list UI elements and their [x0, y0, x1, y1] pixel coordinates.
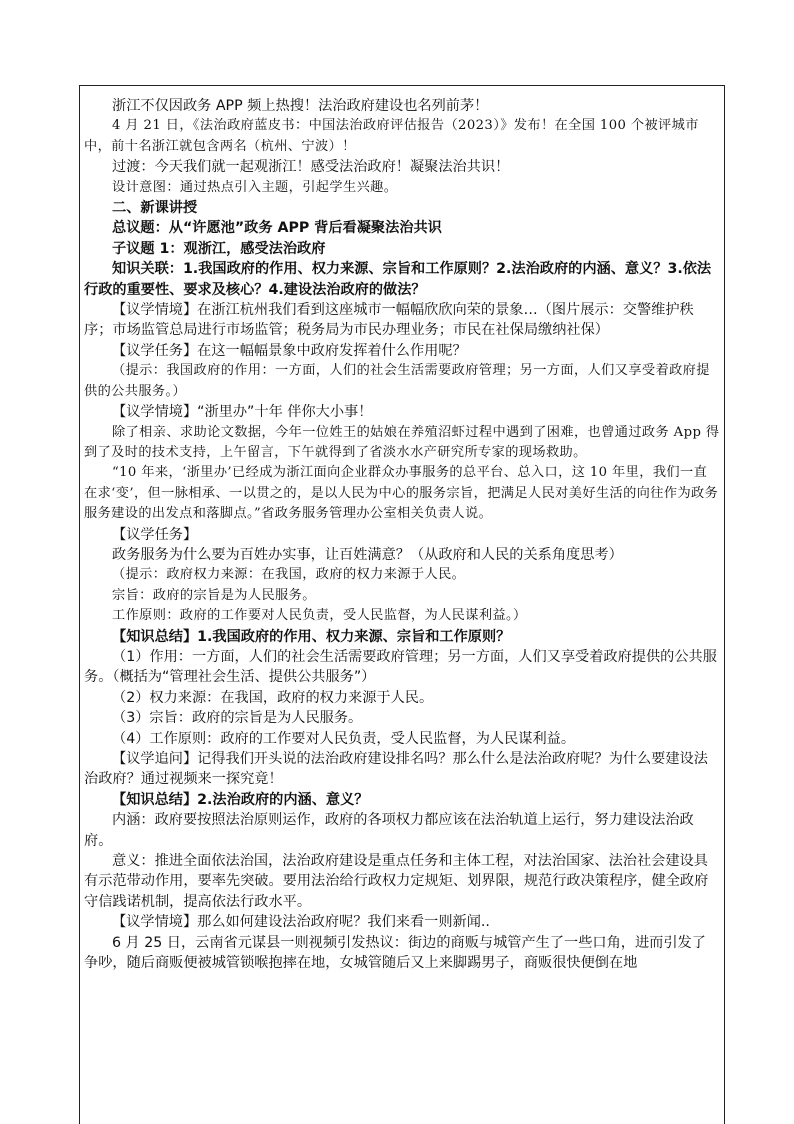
- follow-up-question: 【议学追问】记得我们开头说的法治政府建设排名吗？那么什么是法治政府呢？为什么要建设法治政府？通过视频来一探究竟！: [84, 751, 708, 788]
- task-heading: 【议学任务】: [112, 526, 198, 543]
- knowledge-links: 知识关联：1.我国政府的作用、权力来源、宗旨和工作原则？2.法治政府的内涵、意义？3.依法行政的重要性、要求及核心？4.建设法治政府的做法？: [84, 261, 712, 298]
- summary-principle: （4）工作原则：政府的工作要对人民负责，受人民监督，为人民谋利益。: [112, 730, 576, 747]
- hint-principle: 工作原则：政府的工作要对人民负责，受人民监督，为人民谋利益。）: [112, 608, 527, 624]
- quote-paragraph: “10 年来，‘浙里办’已经成为浙江面向企业群众办事服务的总平台、总入口，这 10 年里，我们一直在求‘变’，但一脉相承、一以贯之的，是以人民为中心的服务宗旨，把满足人民对美好生活的向往作为政务服务建设的出发点和落脚点。”省政务服务管理办公室相关负责人说。: [84, 465, 719, 522]
- scenario-hangzhou: 【议学情境】在浙江杭州我们看到这座城市一幅幅欣欣向荣的景象…（图片展示：交警维护秩序；市场监管总局进行市场监管；税务局为市民办理业务；市民在社保局缴纳社保）: [84, 302, 694, 339]
- summary-connotation: 内涵：政府要按照法治原则运作，政府的各项权力都应该在法治轨道上运行，努力建设法治政府。: [84, 812, 694, 849]
- task-government-role: 【议学任务】在这一幅幅景象中政府发挥着什么作用呢？: [112, 342, 467, 359]
- section-heading: 二、新课讲授: [112, 200, 198, 217]
- summary-role: （1）作用：一方面，人们的社会生活需要政府管理；另一方面，人们又享受着政府提供的公共服务。（概括为“管理社会生活、提供公共服务”）: [84, 648, 717, 686]
- hint-purpose: 宗旨：政府的宗旨是为人民服务。: [112, 587, 316, 603]
- summary-power-source: （2）权力来源：在我国，政府的权力来源于人民。: [112, 689, 434, 706]
- story-paragraph: 除了相亲、求助论文数据，今年一位姓王的姑娘在养殖沼虾过程中遇到了困难，也曾通过政务 App 得到了及时的技术支持，上午留言，下午就得到了省淡水水产研究所专家的现场救助。: [84, 424, 720, 460]
- sub-topic-1: 子议题 1：观浙江，感受法治政府: [112, 240, 326, 257]
- summary-purpose: （3）宗旨：政府的宗旨是为人民服务。: [112, 710, 363, 727]
- hint-government-role: （提示：我国政府的作用：一方面，人们的社会生活需要政府管理；另一方面，人们又享受着政府提供的公共服务。）: [84, 363, 710, 399]
- scenario-zheliban: 【议学情境】“浙里办”十年 伴你大小事！: [112, 404, 373, 421]
- design-intent: 设计意图：通过热点引入主题，引起学生兴趣。: [112, 179, 398, 195]
- hint-power-source: （提示：政府权力来源：在我国，政府的权力来源于人民。: [112, 567, 466, 583]
- lesson-content: [84, 94, 720, 973]
- scenario-news-intro: 【议学情境】那么如何建设法治政府呢？我们来看一则新闻..: [112, 914, 490, 931]
- transition-line: 过渡：今天我们就一起观浙江！感受法治政府！凝聚法治共识！: [112, 159, 510, 176]
- task-question: 政务服务为什么要为百姓办实事，让百姓满意？（从政府和人民的关系角度思考）: [112, 546, 623, 563]
- report-paragraph: 4 月 21 日，《法治政府蓝皮书：中国法治政府评估报告（2023）》发布！在全国 100 个被评城市中，前十名浙江就包含两名（杭州、宁波）！: [84, 118, 699, 154]
- news-paragraph: 6 月 25 日，云南省元谋县一则视频引发热议：街边的商贩与城管产生了一些口角，进而引发了争吵，随后商贩便被城管锁喉抱摔在地，女城管随后又上来脚踢男子，商贩很快便倒在地: [84, 934, 706, 972]
- main-topic: 总议题：从“许愿池”政务 APP 背后看凝聚法治共识: [112, 220, 442, 237]
- summary-1-heading: 【知识总结】1.我国政府的作用、权力来源、宗旨和工作原则？: [112, 628, 511, 645]
- summary-significance: 意义：推进全面依法治国，法治政府建设是重点任务和主体工程，对法治国家、法治社会建设具有示范带动作用，要率先突破。要用法治给行政权力定规矩、划界限，规范行政决策程序，健全政府守信践诺机制，提高依法行政水平。: [84, 853, 709, 910]
- hot-topic-line: 浙江不仅因政务 APP 频上热搜！法治政府建设也名列前茅！: [112, 98, 489, 114]
- summary-2-heading: 【知识总结】2.法治政府的内涵、意义？: [112, 791, 369, 808]
